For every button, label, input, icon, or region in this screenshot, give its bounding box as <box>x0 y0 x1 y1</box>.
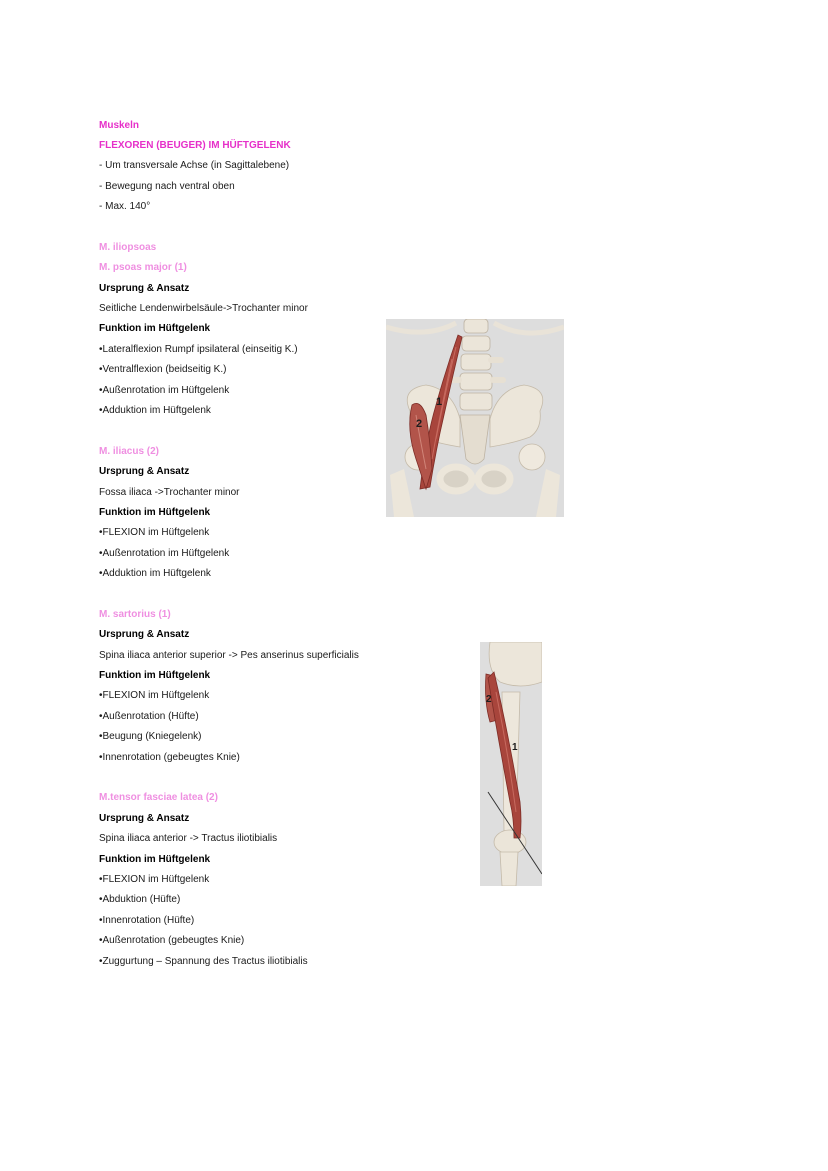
origin-text: Spina iliaca anterior -> Tractus iliotibialis <box>99 833 278 844</box>
function-item: •Außenrotation (Hüfte) <box>99 711 199 722</box>
iliopsoas-heading: M. iliopsoas <box>99 242 157 253</box>
origin-text: Fossa iliaca ->Trochanter minor <box>99 487 240 498</box>
origin-label: Ursprung & Ansatz <box>99 629 190 640</box>
sartorius-heading: M. sartorius (1) <box>99 609 171 620</box>
label-sartorius: 1 <box>512 742 518 753</box>
label-iliacus: 2 <box>416 418 423 430</box>
pelvis-iliopsoas-illustration <box>386 319 564 517</box>
function-label: Funktion im Hüftgelenk <box>99 854 211 865</box>
function-item: •Außenrotation im Hüftgelenk <box>99 385 230 396</box>
origin-text: Seitliche Lendenwirbelsäule->Trochanter minor <box>99 303 308 314</box>
function-item: •Zuggurtung – Spannung des Tractus iliotibialis <box>99 956 308 967</box>
origin-label: Ursprung & Ansatz <box>99 283 190 294</box>
function-item: •FLEXION im Hüftgelenk <box>99 527 210 538</box>
function-item: •Innenrotation (Hüfte) <box>99 915 195 926</box>
function-item: •Außenrotation im Hüftgelenk <box>99 548 230 559</box>
flexors-heading: FLEXOREN (BEUGER) IM HÜFTGELENK <box>99 140 291 151</box>
function-item: •Adduktion im Hüftgelenk <box>99 568 211 579</box>
label-tfl: 2 <box>486 694 492 705</box>
tensor-heading: M.tensor fasciae latea (2) <box>99 792 218 803</box>
function-item: •Innenrotation (gebeugtes Knie) <box>99 752 240 763</box>
page-title: Muskeln <box>99 120 140 131</box>
function-label: Funktion im Hüftgelenk <box>99 670 211 681</box>
intro-line: - Bewegung nach ventral oben <box>99 181 235 192</box>
function-item: •Lateralflexion Rumpf ipsilateral (einseitig K.) <box>99 344 298 355</box>
function-item: •FLEXION im Hüftgelenk <box>99 690 210 701</box>
label-psoas: 1 <box>436 396 443 408</box>
origin-label: Ursprung & Ansatz <box>99 813 190 824</box>
origin-label: Ursprung & Ansatz <box>99 466 190 477</box>
function-item: •Beugung (Kniegelenk) <box>99 731 202 742</box>
function-item: •Abduktion (Hüfte) <box>99 894 181 905</box>
psoas-heading: M. psoas major (1) <box>99 262 187 273</box>
intro-line: - Max. 140° <box>99 201 151 212</box>
function-item: •FLEXION im Hüftgelenk <box>99 874 210 885</box>
function-label: Funktion im Hüftgelenk <box>99 507 211 518</box>
iliacus-heading: M. iliacus (2) <box>99 446 160 457</box>
thigh-sartorius-illustration <box>480 642 542 886</box>
function-label: Funktion im Hüftgelenk <box>99 323 211 334</box>
function-item: •Außenrotation (gebeugtes Knie) <box>99 935 245 946</box>
origin-text: Spina iliaca anterior superior -> Pes anserinus superficialis <box>99 650 359 661</box>
function-item: •Adduktion im Hüftgelenk <box>99 405 211 416</box>
function-item: •Ventralflexion (beidseitig K.) <box>99 364 227 375</box>
intro-line: - Um transversale Achse (in Sagittalebene) <box>99 160 290 171</box>
